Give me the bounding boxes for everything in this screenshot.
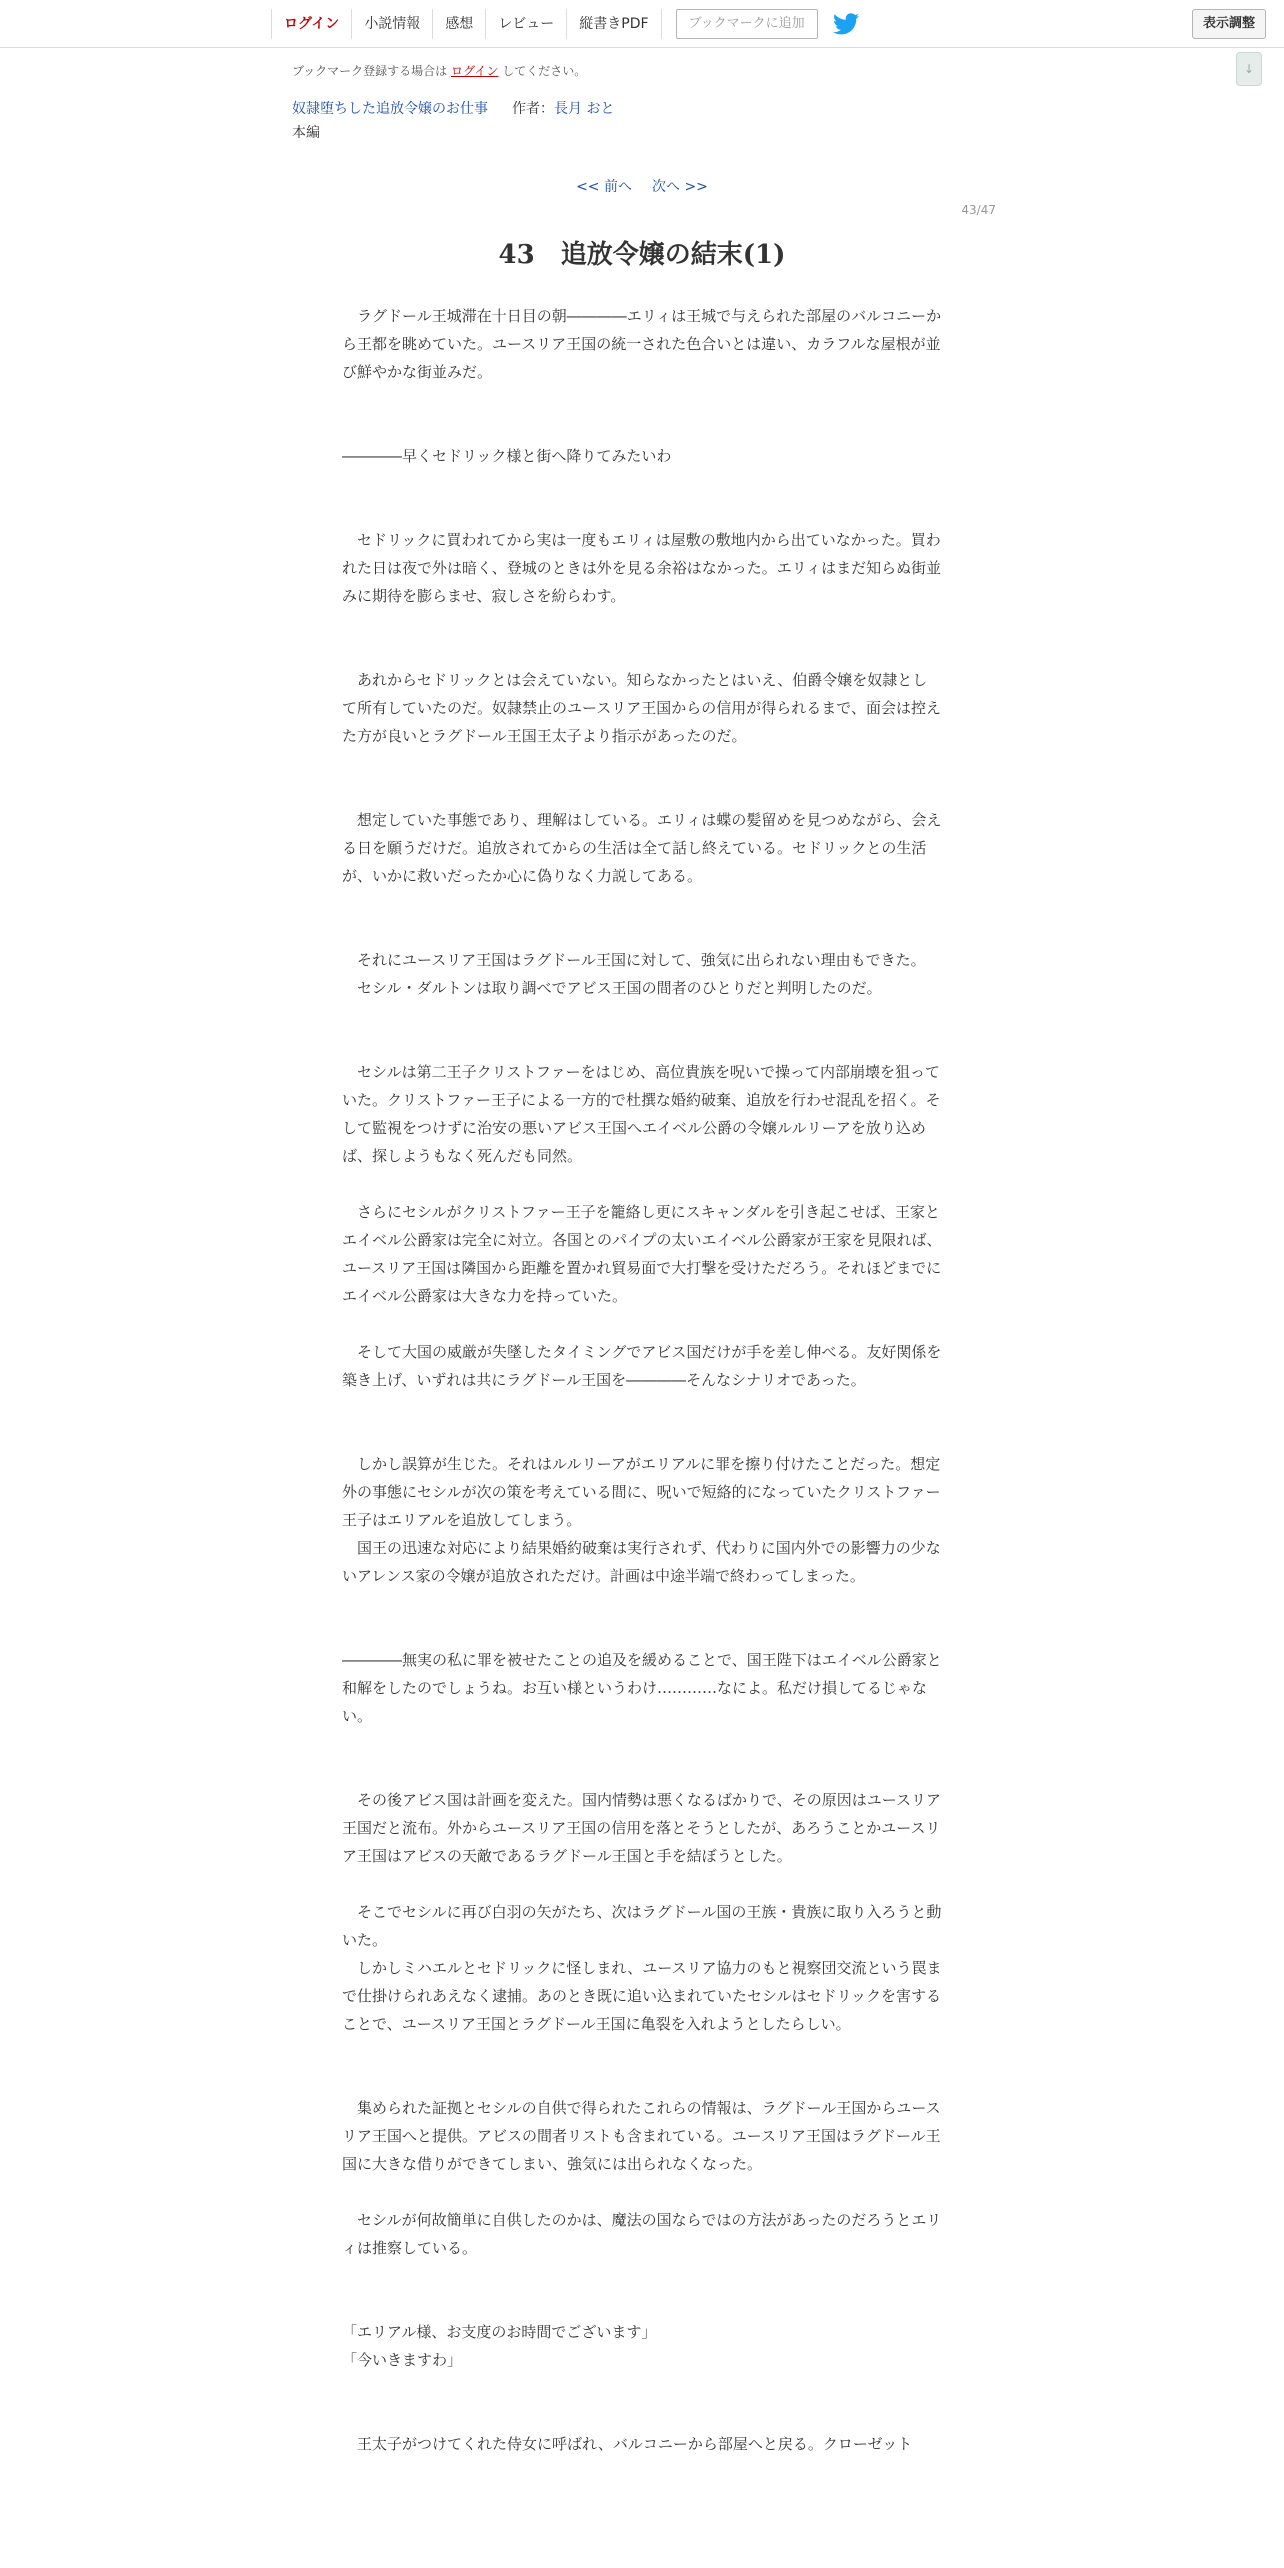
review-link[interactable]: レビュー xyxy=(485,9,566,39)
top-header xyxy=(0,0,1284,48)
body-paragraph xyxy=(342,1422,942,1450)
body-paragraph xyxy=(342,386,942,414)
body-paragraph xyxy=(342,414,942,442)
body-paragraph xyxy=(342,1618,942,1646)
notice-suffix: してください。 xyxy=(502,64,587,78)
episode-pager xyxy=(0,176,1284,196)
author-label: 作者： xyxy=(512,101,554,117)
body-paragraph xyxy=(342,1394,942,1422)
body-paragraph: しかし誤算が生じた。それはルルリーアがエリアルに罪を擦り付けたことだった。想定外の事態にセシルが次の策を考えている間に、呪いで短絡的になっていたクリストファー王子はエリアルを追放してしまう。 xyxy=(342,1455,941,1529)
body-paragraph: そして大国の威厳が失墜したタイミングでアビス国だけが手を差し伸べる。友好関係を築き上げ、いずれは共にラグドール王国を――――そんなシナリオであった。 xyxy=(342,1343,942,1389)
body-paragraph: セドリックに買われてから実は一度もエリィは屋敷の敷地内から出ていなかった。買われた日は夜で外は暗く、登城のときは外を見る余裕はなかった。エリィはまだ知らぬ街並みに期待を膨らませ、寂しさを紛らわす。 xyxy=(342,531,942,605)
body-paragraph xyxy=(342,890,942,918)
body-paragraph xyxy=(342,2066,942,2094)
body-paragraph: しかしミハエルとセドリックに怪しまれ、ユースリア協力のもと視察団交流という罠まで仕掛けられあえなく逮捕。あのとき既に追い込まれていたセシルはセドリックを害することで、ユースリア王国とラグドール王国に亀裂を入れようとしたらしい。 xyxy=(342,1959,942,2033)
arrow-down-icon: ↓ xyxy=(1243,62,1255,76)
episode-body xyxy=(342,302,942,2458)
body-paragraph: あれからセドリックとは会えていない。知らなかったとはいえ、伯爵令嬢を奴隷として所有していたのだ。奴隷禁止のユースリア王国からの信用が得られるまで、面会は控えた方が良いとラグドール王国王太子より指示があったのだ。 xyxy=(342,671,941,745)
body-paragraph xyxy=(342,498,942,526)
body-paragraph xyxy=(342,2374,942,2402)
body-paragraph: ラグドール王城滞在十日目の朝――――エリィは王城で与えられた部屋のバルコニーから王都を眺めていた。ユースリア王国の統一された色合いとは違い、カラフルな屋根が並び鮮やかな街並みだ。 xyxy=(342,307,942,381)
body-paragraph xyxy=(342,2402,942,2430)
body-paragraph xyxy=(342,610,942,638)
body-paragraph: そこでセシルに再び白羽の矢がたち、次はラグドール国の王族・貴族に取り入ろうと動いた。 xyxy=(342,1903,942,1949)
body-paragraph xyxy=(342,1030,942,1058)
body-paragraph xyxy=(342,1758,942,1786)
scroll-down-button[interactable] xyxy=(1236,52,1262,86)
body-paragraph: ――――早くセドリック様と街へ降りてみたいわ xyxy=(342,447,672,465)
body-paragraph xyxy=(342,470,942,498)
header-nav xyxy=(271,8,860,40)
body-paragraph: 「エリアル様、お支度のお時間でございます」 xyxy=(342,2323,657,2341)
body-paragraph xyxy=(342,2178,942,2206)
novel-info-link[interactable]: 小説情報 xyxy=(351,9,432,39)
body-paragraph xyxy=(342,1310,942,1338)
body-paragraph xyxy=(342,918,942,946)
body-paragraph: 「今いきますわ」 xyxy=(342,2351,463,2369)
body-paragraph: セシルが何故簡単に自供したのかは、魔法の国ならではの方法があったのだろうとエリィは推察している。 xyxy=(342,2211,942,2257)
body-paragraph: 想定していた事態であり、理解はしている。エリィは蝶の髪留めを見つめながら、会える日を願うだけだ。追放されてからの生活は全て話し終えている。セドリックとの生活が、いかに救いだったか心に偽りなく力説してある。 xyxy=(342,811,942,885)
impressions-link[interactable]: 感想 xyxy=(432,9,485,39)
add-bookmark-button[interactable]: ブックマークに追加 xyxy=(676,9,818,39)
body-paragraph xyxy=(342,638,942,666)
body-paragraph: 王太子がつけてくれた侍女に呼ばれ、バルコニーから部屋へと戻る。クローゼット xyxy=(342,2435,913,2453)
vertical-pdf-link[interactable]: 縦書きPDF xyxy=(566,9,661,39)
page-count: 43/47 xyxy=(961,203,996,217)
next-page-link[interactable]: 次へ >> xyxy=(652,179,708,195)
prev-page-link[interactable]: << 前へ xyxy=(576,179,632,195)
twitter-icon[interactable] xyxy=(832,12,860,36)
body-paragraph: その後アビス国は計画を変えた。国内情勢は悪くなるばかりで、その原因はユースリア王国だと流布。外からユースリア王国の信用を落とそうとしたが、あろうことかユースリア王国はアビスの天敵であるラグドール王国と手を結ぼうとした。 xyxy=(342,1791,941,1865)
novel-title-link[interactable]: 奴隷堕ちした追放令嬢のお仕事 xyxy=(292,101,488,117)
episode-title: 43 追放令嬢の結末(1) xyxy=(498,240,786,270)
novel-meta xyxy=(292,98,614,118)
notice-prefix: ブックマーク登録する場合は xyxy=(292,64,448,78)
body-paragraph xyxy=(342,2290,942,2318)
login-link[interactable]: ログイン xyxy=(271,9,351,39)
body-paragraph xyxy=(342,1590,942,1618)
chapter-name: 本編 xyxy=(292,125,320,141)
body-paragraph: 国王の迅速な対応により結果婚約破棄は実行されず、代わりに国内外での影響力の少ないアレンス家の令嬢が追放されただけ。計画は中途半端で終わってしまった。 xyxy=(342,1539,941,1585)
body-paragraph xyxy=(342,2038,942,2066)
display-settings-button[interactable]: 表示調整 xyxy=(1192,9,1266,39)
notice-login-link[interactable]: ログイン xyxy=(451,64,499,78)
body-paragraph xyxy=(342,2262,942,2290)
body-paragraph xyxy=(342,1002,942,1030)
body-paragraph xyxy=(342,1170,942,1198)
bookmark-notice xyxy=(292,62,586,79)
body-paragraph: セシルは第二王子クリストファーをはじめ、高位貴族を呪いで操って内部崩壊を狙っていた。クリストファー王子による一方的で杜撰な婚約破棄、追放を行わせ混乱を招く。そして監視をつけずに治安の悪いアビス王国へエイベル公爵の令嬢ルルリーアを放り込めば、探しようもなく死んだも同然。 xyxy=(342,1063,941,1165)
body-paragraph: セシル・ダルトンは取り調べでアビス王国の間者のひとりだと判明したのだ。 xyxy=(342,979,882,997)
body-paragraph xyxy=(342,1870,942,1898)
body-paragraph xyxy=(342,1730,942,1758)
body-paragraph: それにユースリア王国はラグドール王国に対して、強気に出られない理由もできた。 xyxy=(342,951,926,969)
body-paragraph xyxy=(342,778,942,806)
body-paragraph: ――――無実の私に罪を被せたことの追及を緩めることで、国王陛下はエイベル公爵家と和解をしたのでしょうね。お互い様というわけ…………なによ。私だけ損してるじゃない。 xyxy=(342,1651,942,1725)
body-paragraph: 集められた証拠とセシルの自供で得られたこれらの情報は、ラグドール王国からユースリア王国へと提供。アビスの間者リストも含まれている。ユースリア王国はラグドール王国に大きな借りができてしまい、強気には出られなくなった。 xyxy=(342,2099,941,2173)
body-paragraph xyxy=(342,750,942,778)
author-link[interactable]: 長月 おと xyxy=(554,101,615,117)
body-paragraph: さらにセシルがクリストファー王子を籠絡し更にスキャンダルを引き起こせば、王家とエイベル公爵家は完全に対立。各国とのパイプの太いエイベル公爵家が王家を見限れば、ユースリア王国は隣国から距離を置かれ貿易面で大打撃を受けただろう。それほどまでにエイベル公爵家は大きな力を持っていた。 xyxy=(342,1203,942,1305)
